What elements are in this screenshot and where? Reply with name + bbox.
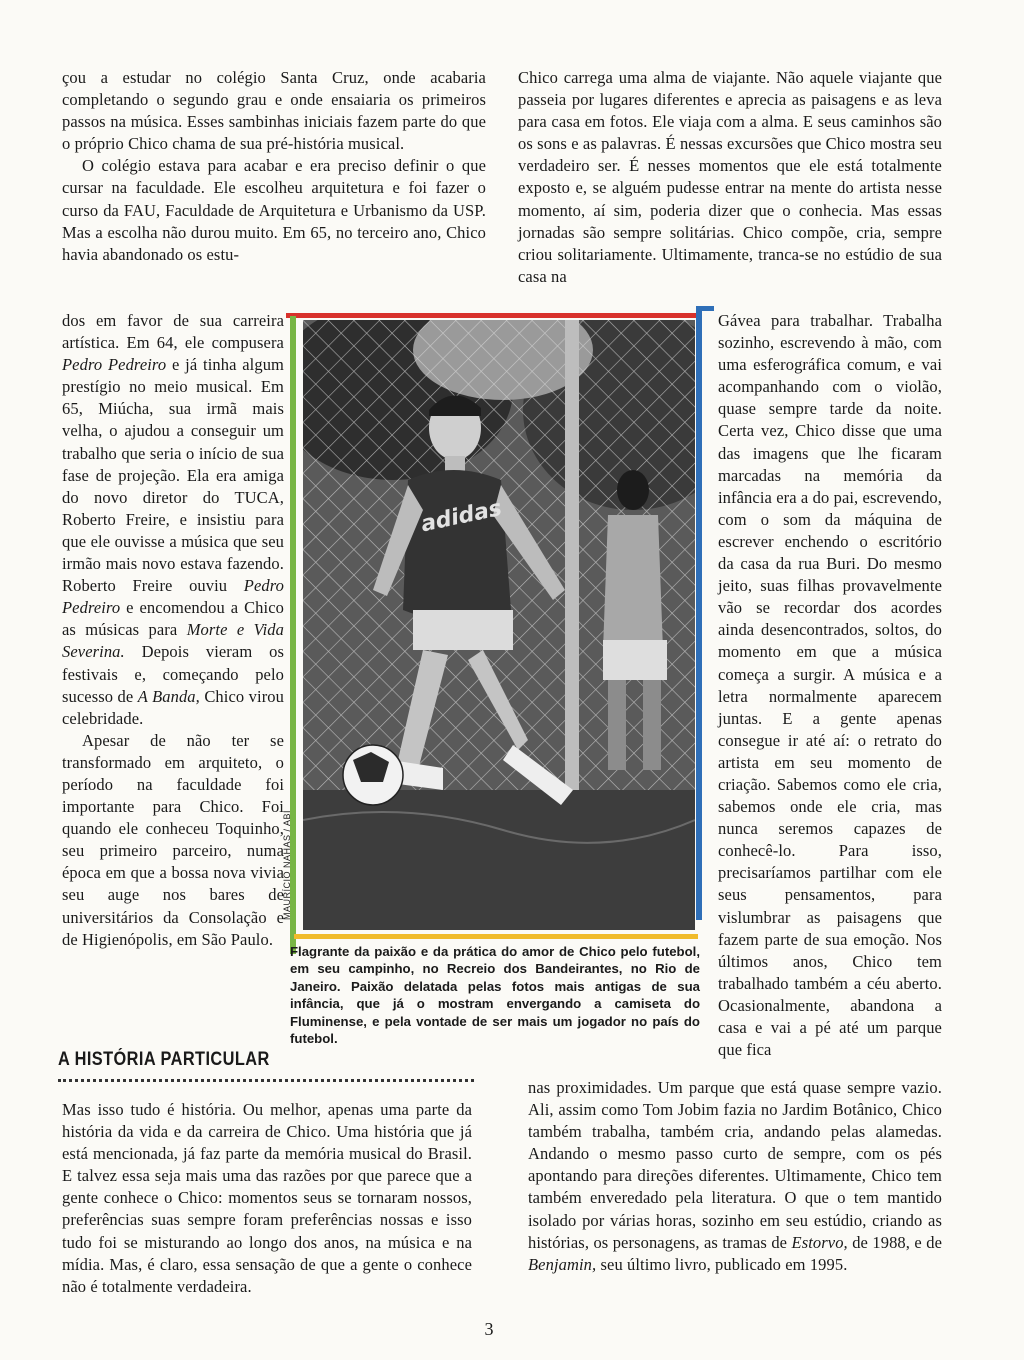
right-column-bottom-text (528, 1077, 942, 1276)
work-title: Morte e Vida Severina. (62, 620, 284, 662)
text-run: de 1988, e de (852, 1232, 942, 1252)
book-title: Benjamin, (528, 1254, 597, 1274)
left-column-top-text (62, 67, 486, 266)
book-title: Estorvo, (791, 1232, 848, 1252)
work-title: Pedro Pedreiro (62, 576, 285, 618)
text-run: seu último livro, publicado em 1995. (600, 1254, 848, 1274)
dotted-divider (58, 1079, 474, 1082)
frame-bottom-bar (294, 934, 698, 939)
text-run: dos em favor de sua carreira artística. Em 64, ele compusera (62, 311, 284, 353)
frame-right-bar (696, 306, 702, 920)
paragraph (62, 310, 284, 730)
photo-credit: MAURÍCIO NAHAS / ABI (282, 809, 292, 920)
paragraph: çou a estudar no colégio Santa Cruz, onde acabaria completando o segundo grau e onde ensaiaria os primeiros passos na música. Esses sambinhas iniciais fazem parte do que o próprio Chico chama de sua pré-história musical. (62, 68, 486, 154)
paragraph: O colégio estava para acabar e era preciso definir o que cursar na faculdade. Ele escolheu arquitetura e foi fazer o curso da FAU, Faculdade de Arquitetura e Urbanismo da USP. Mas a escolha não durou muito. Em 65, no terceiro ano, Chico havia abandonado os estu- (62, 156, 486, 264)
text-run: Depois vieram os festivais e, começando pelo sucesso de (62, 642, 284, 706)
work-title: A Banda, (137, 686, 200, 706)
section-heading: A HISTÓRIA PARTICULAR (58, 1049, 270, 1070)
jersey-logo: adidas (418, 495, 505, 538)
work-title: Pedro Pedreiro (62, 355, 167, 375)
right-column-narrow-text (718, 310, 942, 1061)
text-run: Chico virou celebridade. (62, 686, 285, 728)
text-run: nas proximidades. Um parque que está quase sempre vazio. Ali, assim como Tom Jobim fazia no Jardim Botânico, Chico também trabalha, também cria, andando pelas alamedas. Andando o mesmo passo curto de sempre, com os pés apontando para direções diferentes. Ultimamente, Chico tem também enveredado pela literatura. O que o tem mantido isolado por várias horas, sozinho em seu estúdio, criando as histórias, os personagens, as tramas de (528, 1078, 942, 1252)
paragraph (528, 1077, 942, 1276)
paragraph: Apesar de não ter se transformado em arquiteto, o período na faculdade foi importante para Chico. Foi quando ele conheceu Toquinho, seu primeiro parceiro, numa época em que a bossa nova vivia seu auge nos bares de universitários da Consolação e de Higienópolis, em São Paulo. (62, 730, 284, 949)
paragraph: Mas isso tudo é história. Ou melhor, apenas uma parte da história da vida e da carreira de Chico. Uma história que já está mencionada, já faz parte da memória musical do Brasil. E talvez essa seja mais uma das razões por que parece que a gente conhece o Chico: momentos seus se tornaram nossos, preferências suas sempre foram preferências nossas e isso tudo foi se misturando ao longo dos anos, na música e na mídia. Mas, é claro, essa sensação de que a gente o conhece não é totalmente verdadeira. (62, 1100, 472, 1296)
frame-corner-accent (702, 306, 714, 311)
text-run: e já tinha algum prestígio no meio musical. Em 65, Miúcha, sua irmã mais velha, o ajudou a conseguir um trabalho que seria o início de sua fase de projeção. Ela era amiga do novo diretor do TUCA, Roberto Freire, e insistiu para que ele ouvisse a música que seu irmão mais novo estava fazendo. Roberto Freire ouviu (62, 355, 284, 596)
text-run: e encomendou a Chico as músicas para (62, 598, 284, 640)
frame-top-bar (300, 313, 702, 318)
paragraph: Chico carrega uma alma de viajante. Não aquele viajante que passeia por lugares diferentes e aprecia as paisagens e as leva para casa em fotos. Ele viaja com a alma. E seus caminhos são os sons e as palavras. É nessas excursões que Chico mostra seu verdadeiro ser. É nesses momentos que ele está totalmente exposto e, se alguém pudesse entrar na mente do artista nesse momento, aí sim, poderia dizer que o conhecia. Mas essas jornadas são sempre solitárias. Chico compõe, cria, sempre criou solitariamente. Ultimamente, tranca-se no estúdio de sua casa na (518, 68, 942, 286)
page-number: 3 (484, 1319, 494, 1339)
football-photo (303, 320, 695, 930)
photo-caption: Flagrante da paixão e da prática do amor de Chico pelo futebol, em seu campinho, no Recreio dos Bandeirantes, no Rio de Janeiro. Paixão delatada pelas fotos mais antigas de sua infância, que já o mostram envergando a camiseta do Fluminense, e pela vontade de ser mais um jogador no país do futebol. (290, 944, 700, 1047)
left-column-bottom-text (62, 1099, 472, 1298)
photo-illustration (303, 320, 695, 930)
soccer-ball (343, 745, 403, 805)
right-column-top-text (518, 67, 942, 288)
left-column-narrow-text (62, 310, 284, 951)
paragraph: Gávea para trabalhar. Trabalha sozinho, escrevendo à mão, com uma esferográfica comum, e vai acompanhando com o violão, quase sempre tarde da noite. Certa vez, Chico disse que uma das imagens que lhe ficaram marcadas na memória da infância era a do pai, escrevendo, com o som da máquina de escrever enchendo o escritório da casa da rua Buri. Do mesmo jeito, suas filhas provavelmente vão se recordar dos acordes ainda desencontrados, soltos, do momento em que a música começa a surgir. A música e a letra normalmente aparecem juntas. E a gente apenas consegue ir até aí: o retrato do artista em seu momento de criação. Sabemos como ele cria, sabemos onde ele cria, mas nunca seremos capazes de conhecê-lo. Para isso, precisaríamos partilhar com ele seus pensamentos, para vislumbrar as paisagens que fazem parte de sua emoção. Nos últimos anos, Chico tem trabalhado também a céu aberto. Ocasionalmente, abandona a casa e vai a pé até um parque que fica (718, 311, 942, 1060)
